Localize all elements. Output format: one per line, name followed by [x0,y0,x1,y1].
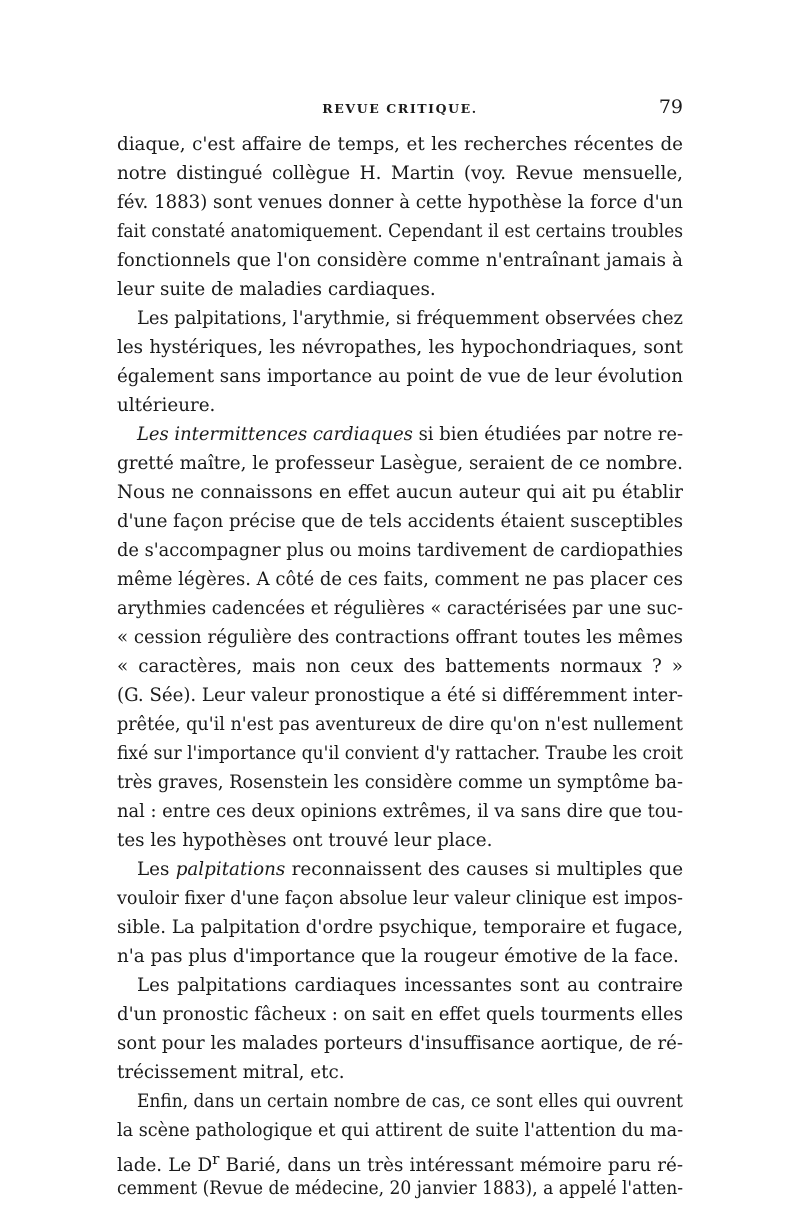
text-line [117,275,683,304]
line-text: fonctionnels que l'on considère comme n'entraînant jamais à [117,250,683,271]
text-line [117,768,683,797]
text-line [117,1000,683,1029]
line-text: sible. La palpitation d'ordre psychique, temporaire et fugace, [117,917,684,938]
text-line [117,710,683,739]
text-line [117,391,683,420]
italic-phrase: Les intermittences cardiaques [137,424,413,445]
text-line [117,449,683,478]
line-text: la scène pathologique et qui attirent de suite l'attention du ma- [117,1120,684,1141]
paragraph [117,420,683,855]
paragraph [117,971,683,1087]
line-text: Nous ne connaissons en effet aucun auteur qui ait pu établir [117,482,683,503]
line-text: n'a pas plus d'importance que la rougeur émotive de la face. [117,946,679,967]
text-line [117,652,683,681]
line-text: Enfin, dans un certain nombre de cas, ce sont elles qui ouvrent [137,1091,684,1112]
line-text: reconnaissent des causes si multiples que [285,859,684,880]
text-line [117,536,683,565]
text-line [117,130,683,159]
line-text: sont pour les malades porteurs d'insuffisance aortique, de ré- [117,1033,683,1054]
text-line [117,594,683,623]
line-text: si bien étudiées par notre re- [412,424,684,445]
line-text: également sans importance au point de vue de leur évolution [117,366,684,387]
line-text: les hystériques, les névropathes, les hypochondriaques, sont [117,337,683,358]
page-number: 79 [658,96,683,118]
text-line [117,1145,684,1177]
line-text: arythmies cadencées et régulières « caractérisées par une suc- [117,598,683,619]
paragraph [117,1087,683,1203]
text-line [117,623,683,652]
text-line [117,1116,683,1145]
book-page [117,96,683,1203]
text-line [117,913,683,942]
text-line [117,1087,683,1116]
superscript: r [212,1150,220,1168]
line-text: même légères. A côté de ces faits, comment ne pas placer ces [117,569,683,590]
text-line [117,1029,683,1058]
line-text: notre distingué collègue H. Martin (voy. Revue mensuelle, [117,163,683,184]
text-line [117,942,683,971]
line-text: lade. Le D [117,1155,213,1177]
text-line [117,507,683,536]
text-line [117,855,683,884]
text-line [117,739,683,768]
text-line [117,362,683,391]
paragraph [117,130,683,304]
text-line [117,884,683,913]
line-text: très graves, Rosenstein les considère comme un symptôme ba- [117,772,683,793]
line-text: gretté maître, le professeur Lasègue, seraient de ce nombre. [117,453,683,474]
line-text: « cession régulière des contractions offrant toutes les mêmes [117,627,683,648]
text-line [117,971,683,1000]
text-line [117,420,683,449]
text-line [117,1058,683,1087]
line-text: fait constaté anatomiquement. Cependant il est certains troubles [117,221,683,242]
text-line [117,681,683,710]
line-text: tes les hypothèses ont trouvé leur place. [117,830,493,851]
page-header [117,96,683,124]
paragraph [117,304,683,420]
line-text: « caractères, mais non ceux des battements normaux ? » [117,656,683,677]
line-text: diaque, c'est affaire de temps, et les recherches récentes de [117,134,683,155]
text-line [117,159,683,188]
text-line [117,478,683,507]
italic-phrase: palpitations [175,859,286,880]
line-text: (G. Sée). Leur valeur pronostique a été si différemment inter- [117,685,684,706]
line-text: Les palpitations, l'arythmie, si fréquemment observées chez [137,308,683,329]
line-text: Les palpitations cardiaques incessantes sont au contraire [137,975,683,996]
text-line [117,304,683,333]
paragraph [117,855,683,971]
running-title: REVUE CRITIQUE. [322,101,478,116]
text-line [117,826,683,855]
line-text: Barié, dans un très intéressant mémoire paru ré- [219,1155,684,1177]
line-text: cemment (Revue de médecine, 20 janvier 1883), a appelé l'atten- [117,1178,683,1199]
line-text: d'un pronostic fâcheux : on sait en effet quels tourments elles [117,1004,683,1025]
text-line [117,1174,683,1203]
line-text: ultérieure. [117,395,216,416]
line-text: d'une façon précise que de tels accidents étaient susceptibles [117,511,683,532]
line-text: Les [137,859,176,880]
text-line [117,797,683,826]
line-text: trécissement mitral, etc. [117,1062,345,1083]
line-text: vouloir fixer d'une façon absolue leur valeur clinique est impos- [117,888,683,909]
line-text: leur suite de maladies cardiaques. [117,279,436,300]
line-text: prêtée, qu'il n'est pas aventureux de dire qu'on n'est nullement [117,714,684,735]
line-text: de s'accompagner plus ou moins tardivement de cardiopathies [117,540,684,561]
line-text: nal : entre ces deux opinions extrêmes, il va sans dire que tou- [117,801,683,822]
text-line [117,333,683,362]
text-line [117,246,683,275]
text-line [117,217,683,246]
line-text: fixé sur l'importance qu'il convient d'y rattacher. Traube les croit [117,743,683,764]
line-text: fév. 1883) sont venues donner à cette hypothèse la force d'un [117,192,683,213]
text-line [117,188,683,217]
body-text [117,130,683,1203]
text-line [117,565,683,594]
